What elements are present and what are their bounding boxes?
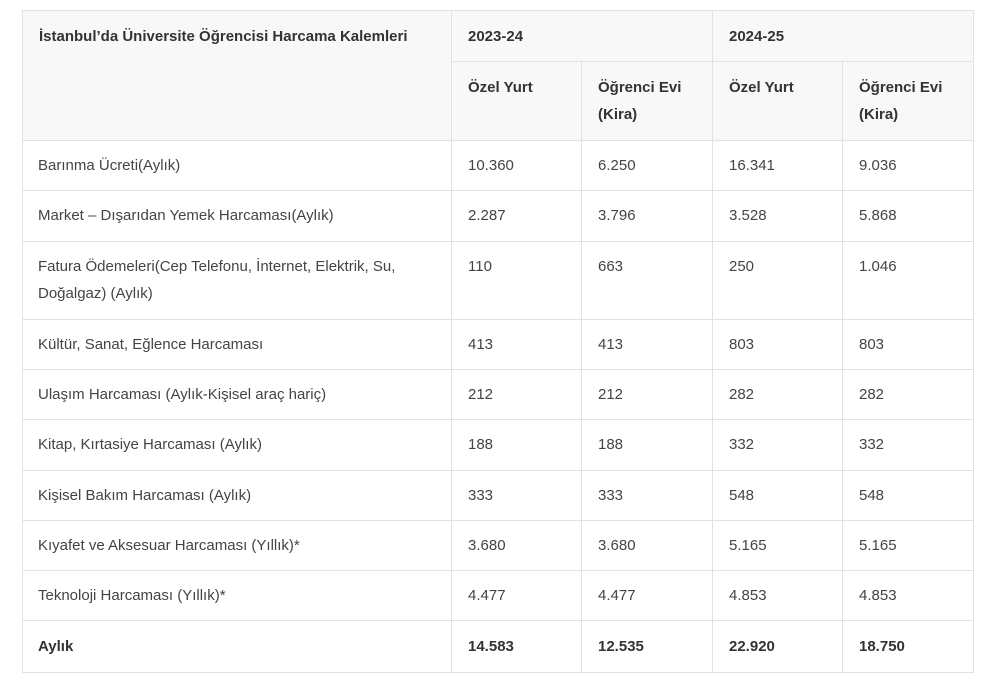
cell-value: 188 (582, 420, 713, 471)
table-row (23, 370, 974, 420)
cell-value: 2.287 (452, 191, 582, 242)
cell-value: 3.796 (582, 191, 713, 242)
cell-value: 1.046 (843, 242, 974, 320)
cell-value: 9.036 (843, 141, 974, 191)
row-label: Market – Dışarıdan Yemek Harcaması(Aylık) (23, 191, 452, 242)
cell-value: 4.477 (452, 571, 582, 621)
table-row (23, 242, 974, 320)
cell-value: 803 (843, 320, 974, 370)
cell-value: 5.165 (843, 521, 974, 571)
row-label: Kişisel Bakım Harcaması (Aylık) (23, 471, 452, 521)
cell-value: 548 (843, 471, 974, 521)
cell-value: 3.680 (452, 521, 582, 571)
cell-value: 6.250 (582, 141, 713, 191)
cell-value: 4.853 (713, 571, 843, 621)
cell-value: 332 (843, 420, 974, 471)
cell-value: 3.528 (713, 191, 843, 242)
expense-table (22, 10, 974, 673)
table-row (23, 521, 974, 571)
year-header: 2024-25 (713, 11, 974, 62)
cell-value: 188 (452, 420, 582, 471)
total-value: 18.750 (843, 621, 974, 673)
table-row (23, 420, 974, 471)
row-label: Fatura Ödemeleri(Cep Telefonu, İnternet, Elektrik, Su, Doğalgaz) (Aylık) (23, 242, 452, 320)
table-title: İstanbul’da Üniversite Öğrencisi Harcama Kalemleri (23, 11, 452, 141)
table-row (23, 320, 974, 370)
total-value: 14.583 (452, 621, 582, 673)
row-label: Kıyafet ve Aksesuar Harcaması (Yıllık)* (23, 521, 452, 571)
total-row (23, 621, 974, 673)
cell-value: 333 (452, 471, 582, 521)
cell-value: 10.360 (452, 141, 582, 191)
cell-value: 282 (713, 370, 843, 420)
row-label: Kitap, Kırtasiye Harcaması (Aylık) (23, 420, 452, 471)
table-header-row (23, 11, 974, 62)
cell-value: 250 (713, 242, 843, 320)
column-header: Öğrenci Evi (Kira) (843, 62, 974, 141)
column-header: Özel Yurt (713, 62, 843, 141)
column-header: Özel Yurt (452, 62, 582, 141)
row-label: Teknoloji Harcaması (Yıllık)* (23, 571, 452, 621)
cell-value: 663 (582, 242, 713, 320)
column-header: Öğrenci Evi (Kira) (582, 62, 713, 141)
table-row (23, 141, 974, 191)
cell-value: 413 (452, 320, 582, 370)
cell-value: 413 (582, 320, 713, 370)
row-label: Kültür, Sanat, Eğlence Harcaması (23, 320, 452, 370)
table-row (23, 571, 974, 621)
cell-value: 5.868 (843, 191, 974, 242)
total-value: 22.920 (713, 621, 843, 673)
row-label: Ulaşım Harcaması (Aylık-Kişisel araç hariç) (23, 370, 452, 420)
cell-value: 212 (582, 370, 713, 420)
cell-value: 548 (713, 471, 843, 521)
cell-value: 212 (452, 370, 582, 420)
total-value: 12.535 (582, 621, 713, 673)
cell-value: 282 (843, 370, 974, 420)
cell-value: 4.477 (582, 571, 713, 621)
cell-value: 332 (713, 420, 843, 471)
cell-value: 5.165 (713, 521, 843, 571)
total-label: Aylık (23, 621, 452, 673)
cell-value: 16.341 (713, 141, 843, 191)
table-row (23, 191, 974, 242)
cell-value: 803 (713, 320, 843, 370)
table-row (23, 471, 974, 521)
cell-value: 3.680 (582, 521, 713, 571)
row-label: Barınma Ücreti(Aylık) (23, 141, 452, 191)
cell-value: 110 (452, 242, 582, 320)
year-header: 2023-24 (452, 11, 713, 62)
cell-value: 333 (582, 471, 713, 521)
cell-value: 4.853 (843, 571, 974, 621)
